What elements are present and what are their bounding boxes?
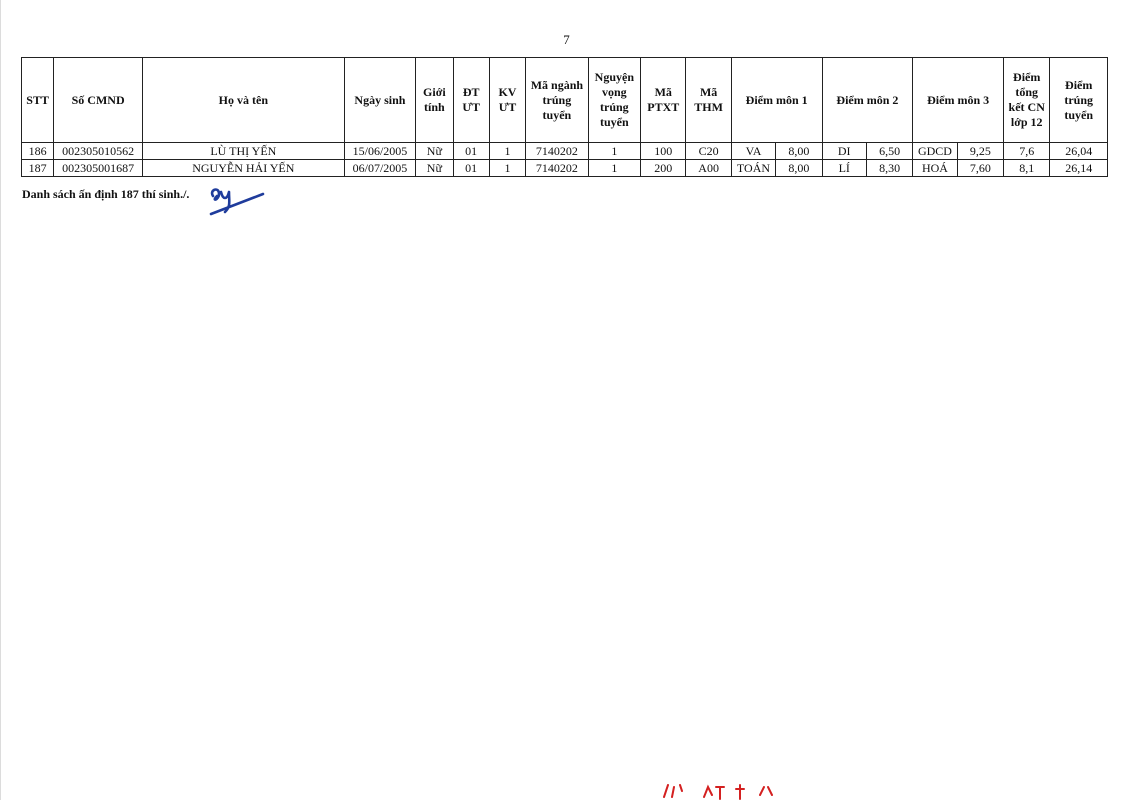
cell-major-code: 7140202	[526, 143, 589, 160]
cell-dtut: 01	[453, 160, 489, 177]
header-dtut: ĐT ƯT	[453, 58, 489, 143]
cell-total: 26,04	[1050, 143, 1108, 160]
cell-subject3-name: HOÁ	[913, 160, 957, 177]
cell-stt: 186	[22, 143, 54, 160]
cell-gender: Nữ	[416, 143, 453, 160]
cell-ptxt: 200	[641, 160, 686, 177]
cell-subject3-score: 9,25	[957, 143, 1003, 160]
page-number: 7	[563, 32, 570, 47]
header-stt: STT	[22, 58, 54, 143]
admission-results-table	[21, 57, 1108, 177]
header-grade12: Điểm tổng kết CN lớp 12	[1004, 58, 1050, 143]
cell-kvut: 1	[489, 160, 525, 177]
cell-subject3-score: 7,60	[957, 160, 1003, 177]
scan-edge	[0, 0, 1, 800]
cell-subject1-name: TOÁN	[731, 160, 775, 177]
header-cmnd: Số CMND	[54, 58, 143, 143]
cell-subject2-name: LÍ	[822, 160, 866, 177]
cell-ptxt: 100	[641, 143, 686, 160]
header-thm: Mã THM	[686, 58, 731, 143]
table-row	[22, 160, 1108, 177]
cell-subject2-score: 6,50	[866, 143, 912, 160]
cell-wish: 1	[588, 143, 640, 160]
header-subject-2: Điểm môn 2	[822, 58, 913, 143]
header-subject-3: Điểm môn 3	[913, 58, 1004, 143]
header-gender: Giới tính	[416, 58, 453, 143]
header-subject-1: Điểm môn 1	[731, 58, 822, 143]
header-major-code: Mã ngành trúng tuyển	[526, 58, 589, 143]
header-dob: Ngày sinh	[344, 58, 416, 143]
cell-kvut: 1	[489, 143, 525, 160]
cell-dtut: 01	[453, 143, 489, 160]
cell-dob: 15/06/2005	[344, 143, 416, 160]
cell-gender: Nữ	[416, 160, 453, 177]
red-stamp-marks	[660, 781, 790, 806]
cell-dob: 06/07/2005	[344, 160, 416, 177]
signature-initials	[207, 182, 267, 223]
header-total: Điểm trúng tuyển	[1050, 58, 1108, 143]
cell-thm: A00	[686, 160, 731, 177]
cell-grade12: 7,6	[1004, 143, 1050, 160]
header-name: Họ và tên	[143, 58, 345, 143]
header-ptxt: Mã PTXT	[641, 58, 686, 143]
cell-subject2-name: DI	[822, 143, 866, 160]
cell-subject3-name: GDCD	[913, 143, 957, 160]
cell-major-code: 7140202	[526, 160, 589, 177]
cell-subject1-score: 8,00	[776, 160, 822, 177]
table-header-row	[22, 58, 1108, 143]
cell-subject2-score: 8,30	[866, 160, 912, 177]
cell-grade12: 8,1	[1004, 160, 1050, 177]
header-kvut: KV ƯT	[489, 58, 525, 143]
cell-name: NGUYỄN HẢI YẾN	[143, 160, 345, 177]
cell-cmnd: 002305010562	[54, 143, 143, 160]
cell-subject1-name: VA	[731, 143, 775, 160]
cell-cmnd: 002305001687	[54, 160, 143, 177]
cell-subject1-score: 8,00	[776, 143, 822, 160]
cell-name: LÙ THỊ YẾN	[143, 143, 345, 160]
cell-stt: 187	[22, 160, 54, 177]
header-wish: Nguyện vọng trúng tuyển	[588, 58, 640, 143]
cell-wish: 1	[588, 160, 640, 177]
table-row	[22, 143, 1108, 160]
cell-thm: C20	[686, 143, 731, 160]
footnote: Danh sách ấn định 187 thí sinh./.	[22, 187, 190, 201]
cell-total: 26,14	[1050, 160, 1108, 177]
